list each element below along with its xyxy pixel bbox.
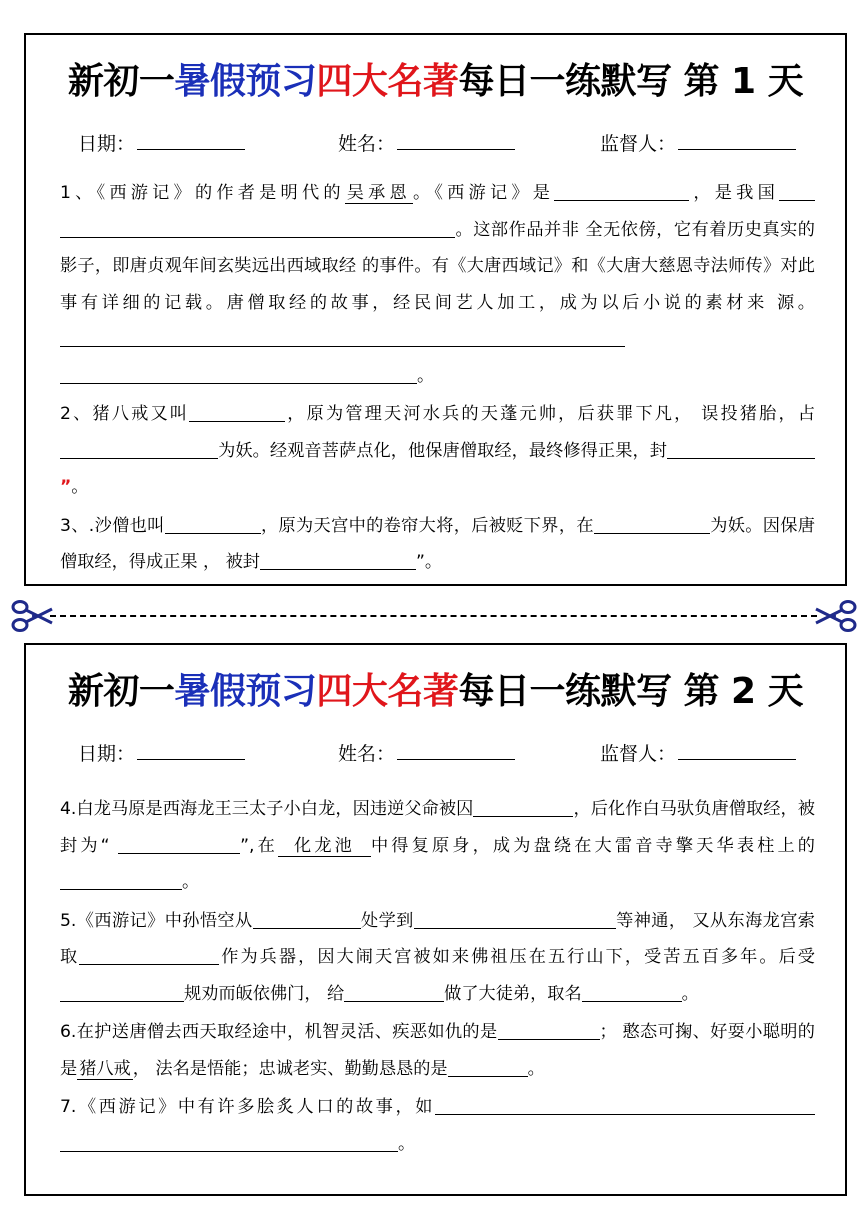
- question-6: 6.在护送唐僧去西天取经途中，机智灵活、疾恶如仇的是 ； 憨态可掬、好耍小聪明的是 猪八戒 ， 法名是悟能；忠诚老实、勤勤恳恳的是 。: [60, 1014, 815, 1087]
- blank[interactable]: [554, 179, 689, 201]
- question-7: 7.《西游记》中有许多脍炙人口的故事，如。: [60, 1089, 815, 1162]
- question-5: 5.《西游记》中孙悟空从 处学到 等神通， 又从东海龙宫索取 作为兵器，因大闹天宫被如来佛祖压在五行山下，受苦五百多年。后受规劝而皈依佛门， 给 做了大徒弟，取名 。: [60, 903, 815, 1013]
- page-title: 新初一暑假预习四大名著每日一练默写 第 1 天: [67, 61, 804, 102]
- blank[interactable]: [60, 362, 417, 384]
- blank[interactable]: [60, 216, 455, 238]
- blank[interactable]: [260, 548, 416, 570]
- info-line: [26, 129, 845, 155]
- blank[interactable]: [594, 512, 710, 534]
- question-3: 3、.沙僧也叫 ，原为天宫中的卷帘大将，后被贬下界，在 为妖。因保唐僧取经，得成正果 ， 被封 ”。: [60, 508, 815, 581]
- worksheet-day-1: [24, 33, 847, 586]
- blank[interactable]: [60, 437, 218, 459]
- blank[interactable]: [498, 1018, 600, 1040]
- blank[interactable]: [739, 437, 815, 459]
- blank[interactable]: [435, 1093, 815, 1115]
- date-field[interactable]: 日期：: [78, 129, 245, 156]
- blank[interactable]: [189, 400, 285, 422]
- blank[interactable]: [582, 980, 682, 1002]
- blank[interactable]: [667, 437, 739, 459]
- name-field[interactable]: 姓名：: [338, 129, 515, 156]
- date-field[interactable]: 日期：: [78, 739, 245, 766]
- blank[interactable]: [60, 1130, 398, 1152]
- answer-zhu-bajie: 猪八戒: [79, 1058, 131, 1079]
- blank[interactable]: [60, 980, 184, 1002]
- scissors-icon: [812, 598, 858, 634]
- answer-wu-chengen: 吴承恩: [346, 183, 411, 203]
- question-list: [60, 175, 815, 583]
- cut-line: [0, 598, 867, 634]
- blank[interactable]: [60, 868, 182, 890]
- blank[interactable]: [414, 907, 616, 929]
- answer-hua-long-chi: 化龙池: [278, 836, 371, 857]
- blank[interactable]: [60, 325, 625, 347]
- question-2: 2、猪八戒又叫 ，原为管理天河水兵的天蓬元帅，后获罪下凡， 误投猪胎，占为妖。经观音菩萨点化，他保唐僧取经，最终修得正果，封”。: [60, 396, 815, 506]
- supervisor-field[interactable]: 监督人：: [600, 129, 796, 156]
- blank[interactable]: [448, 1055, 528, 1077]
- blank[interactable]: [253, 907, 361, 929]
- info-line: [26, 739, 845, 765]
- supervisor-field[interactable]: 监督人：: [600, 739, 796, 766]
- blank[interactable]: [779, 179, 815, 201]
- blank[interactable]: [473, 795, 573, 817]
- question-list: [60, 791, 815, 1164]
- blank[interactable]: [79, 943, 219, 965]
- worksheet-day-2: [24, 643, 847, 1196]
- blank[interactable]: [165, 512, 261, 534]
- question-4: 4.白龙马原是西海龙王三太子小白龙，因违逆父命被囚 ，后化作白马驮负唐僧取经，被封为“ ”,在 化龙池 中得复原身，成为盘绕在大雷音寺擎天华表柱上的。: [60, 791, 815, 901]
- page-title: 新初一暑假预习四大名著每日一练默写 第 2 天: [67, 671, 804, 712]
- blank[interactable]: [118, 832, 240, 854]
- blank[interactable]: [344, 980, 444, 1002]
- question-1: 1、《西游记》的作者是明代的 吴承恩 。《西游记》是 ，是我国。这部作品并非 全无依傍，它有着历史真实的 影子，即唐贞观年间玄奘远出西域取经 的事件。有《大唐西域记》和《大唐大慈恩寺法师传》对此事有详细的记载。唐僧取经的故事，经民间艺人加工，成为以后小说的素材来 源。。: [60, 175, 815, 394]
- dashed-line: [50, 615, 817, 617]
- name-field[interactable]: 姓名：: [338, 739, 515, 766]
